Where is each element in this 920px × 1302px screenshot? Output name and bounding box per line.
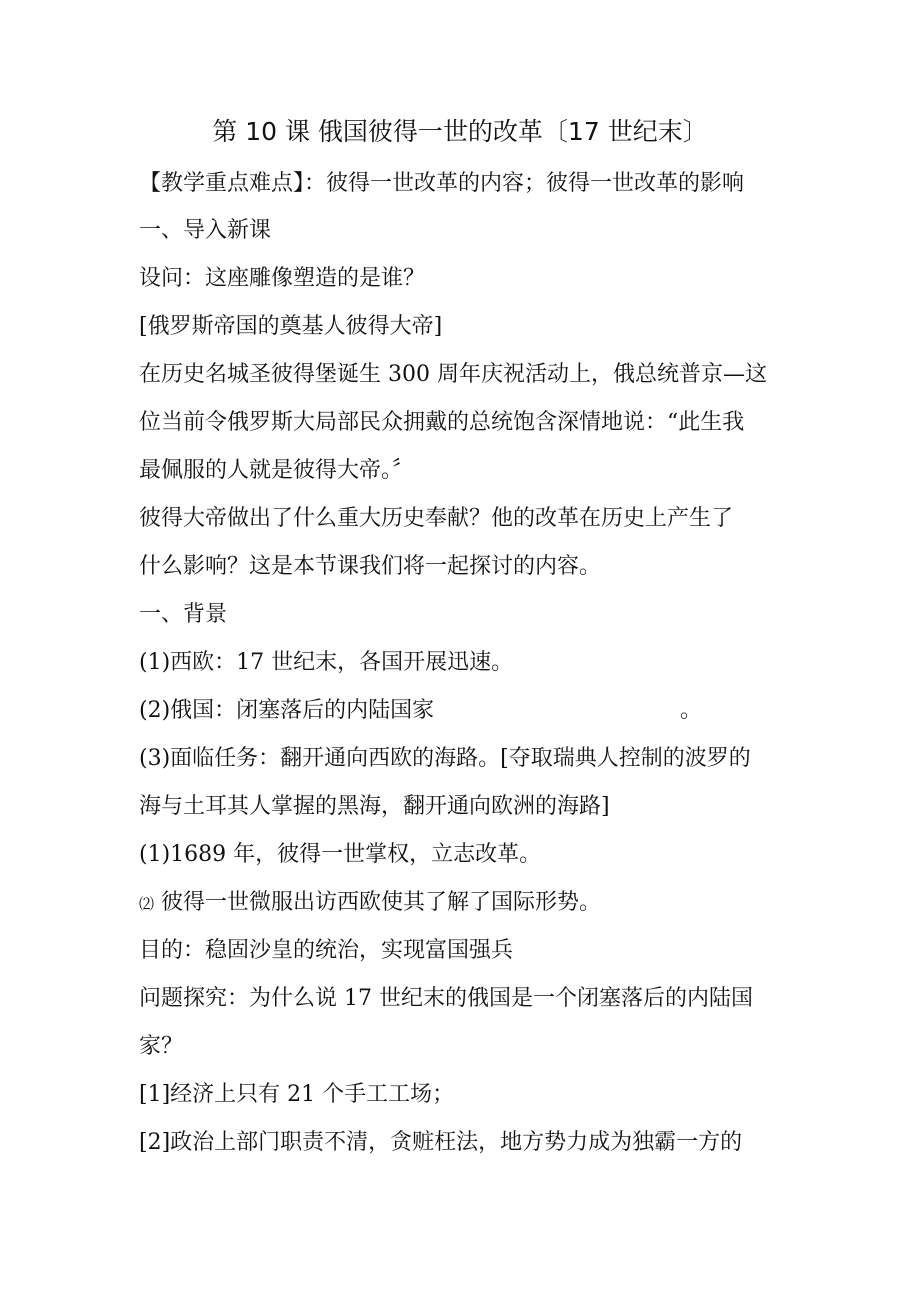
- background-russia-period: 。: [680, 698, 703, 723]
- paragraph-contribution-line-2: 什么影响？这是本节课我们将一起探讨的内容。: [139, 554, 602, 579]
- paragraph-contribution-line-1: 彼得大帝做出了什么重大历史奉献？他的改革在历史上产生了: [139, 506, 734, 531]
- item-1689: (1)1689 年，彼得一世掌权，立志改革。: [139, 842, 542, 867]
- inquiry-line-2: 家？: [139, 1034, 184, 1059]
- teaching-focus: 【教学重点难点】：彼得一世改革的内容；彼得一世改革的影响: [139, 171, 745, 196]
- item-visit-west-number: ⑵: [139, 895, 155, 913]
- answer-peter: [俄罗斯帝国的奠基人彼得大帝]: [139, 314, 443, 339]
- reason-economy: [1]经济上只有 21 个手工工场；: [139, 1082, 455, 1107]
- inquiry-line-1: 问题探究：为什么说 17 世纪末的俄国是一个闭塞落后的内陆国: [139, 986, 753, 1011]
- item-visit-west-text: 彼得一世微服出访西欧使其了解了国际形势。: [154, 890, 602, 915]
- paragraph-putin-line-3: 最佩服的人就是彼得大帝。〞: [139, 458, 415, 483]
- purpose: 目的：稳固沙皇的统治，实现富国强兵: [139, 938, 514, 963]
- paragraph-putin-line-2: 位当前令俄罗斯大局部民众拥戴的总统饱含深情地说：“此生我: [139, 410, 745, 435]
- lesson-title: 第 10 课 俄国彼得一世的改革〔17 世纪末〕: [212, 117, 708, 146]
- section-heading-background: 一、背景: [139, 602, 228, 627]
- background-task-line-2: 海与土耳其人掌握的黑海，翻开通向欧洲的海路]: [139, 794, 610, 819]
- background-task-line-1: (3)面临任务：翻开通向西欧的海路。[夺取瑞典人控制的波罗的: [139, 746, 751, 771]
- background-west-europe: (1)西欧：17 世纪末，各国开展迅速。: [139, 650, 514, 675]
- background-russia: (2)俄国：闭塞落后的内陆国家: [139, 698, 435, 723]
- reason-politics: [2]政治上部门职责不清，贪赃枉法，地方势力成为独霸一方的: [139, 1130, 743, 1155]
- question-statue: 设问：这座雕像塑造的是谁？: [139, 266, 426, 291]
- paragraph-putin-line-1: 在历史名城圣彼得堡诞生 300 周年庆祝活动上，俄总统普京—这: [139, 362, 767, 387]
- section-heading-intro: 一、导入新课: [139, 218, 272, 243]
- item-visit-west: [139, 885, 789, 922]
